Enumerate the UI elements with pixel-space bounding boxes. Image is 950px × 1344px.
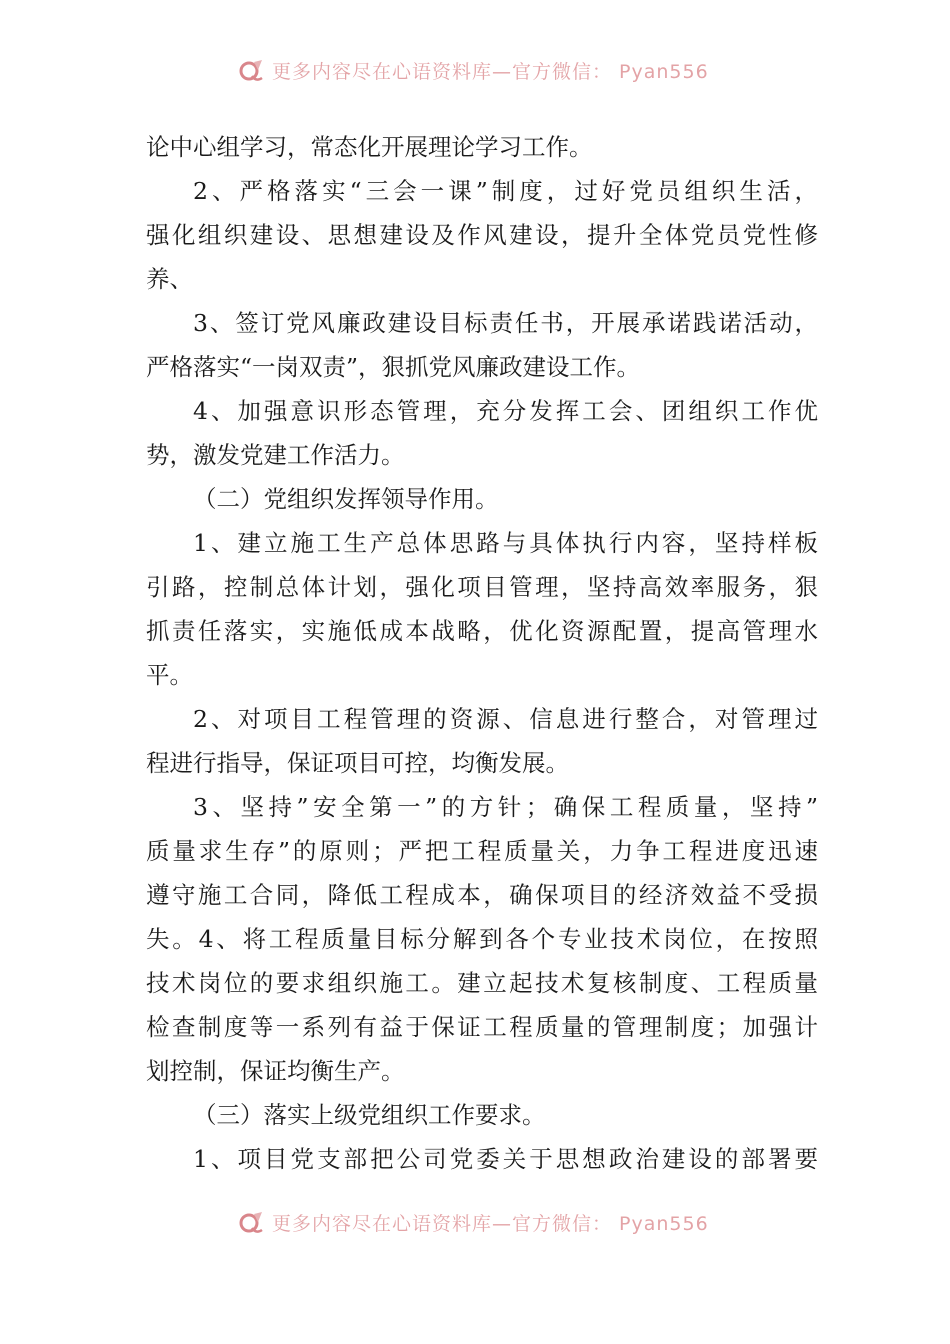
text-line: 平。 — [146, 661, 193, 689]
text-line: 失。4、将工程质量目标分解到各个专业技术岗位，在按照 — [146, 925, 818, 953]
text-line: 4、加强意识形态管理，充分发挥工会、团组织工作优 — [193, 397, 818, 425]
text-line: 3、签订党风廉政建设目标责任书，开展承诺践诺活动， — [193, 309, 818, 337]
text-line: 划控制，保证均衡生产。 — [146, 1057, 405, 1085]
text-line: 引路，控制总体计划，强化项目管理，坚持高效率服务，狠 — [146, 573, 818, 601]
section-heading: （二）党组织发挥领导作用。 — [193, 485, 499, 513]
text-line: 强化组织建设、思想建设及作风建设，提升全体党员党性修 — [146, 221, 818, 249]
text-line: 技术岗位的要求组织施工。建立起技术复核制度、工程质量 — [146, 969, 818, 997]
text-line: 论中心组学习，常态化开展理论学习工作。 — [146, 133, 593, 161]
watermark-logo-icon — [238, 1208, 266, 1236]
text-line: 抓责任落实，实施低成本战略，优化资源配置，提高管理水 — [146, 617, 818, 645]
text-line: 遵守施工合同，降低工程成本，确保项目的经济效益不受损 — [146, 881, 818, 909]
text-line: 1、建立施工生产总体思路与具体执行内容，坚持样板 — [193, 529, 818, 557]
watermark-logo-icon — [238, 56, 266, 84]
section-heading: （三）落实上级党组织工作要求。 — [193, 1101, 546, 1129]
document-body — [146, 125, 818, 1181]
watermark-text: 更多内容尽在心语资料库—官方微信： Pyan556 — [272, 60, 709, 83]
watermark-text: 更多内容尽在心语资料库—官方微信： Pyan556 — [272, 1212, 709, 1235]
watermark-footer — [238, 1204, 758, 1240]
text-line: 3、坚持”安全第一”的方针；确保工程质量，坚持” — [193, 793, 818, 821]
text-line: 检查制度等一系列有益于保证工程质量的管理制度；加强计 — [146, 1013, 818, 1041]
watermark-header — [238, 52, 758, 88]
text-line: 程进行指导，保证项目可控，均衡发展。 — [146, 749, 569, 777]
text-line: 2、严格落实“三会一课”制度，过好党员组织生活， — [193, 177, 818, 205]
text-line: 严格落实“一岗双责”，狠抓党风廉政建设工作。 — [146, 353, 641, 381]
text-line: 养、 — [146, 265, 193, 293]
text-line: 质量求生存”的原则；严把工程质量关，力争工程进度迅速 — [146, 837, 818, 865]
text-line: 2、对项目工程管理的资源、信息进行整合，对管理过 — [193, 705, 818, 733]
text-line: 1、项目党支部把公司党委关于思想政治建设的部署要 — [193, 1145, 818, 1173]
text-line: 势，激发党建工作活力。 — [146, 441, 405, 469]
